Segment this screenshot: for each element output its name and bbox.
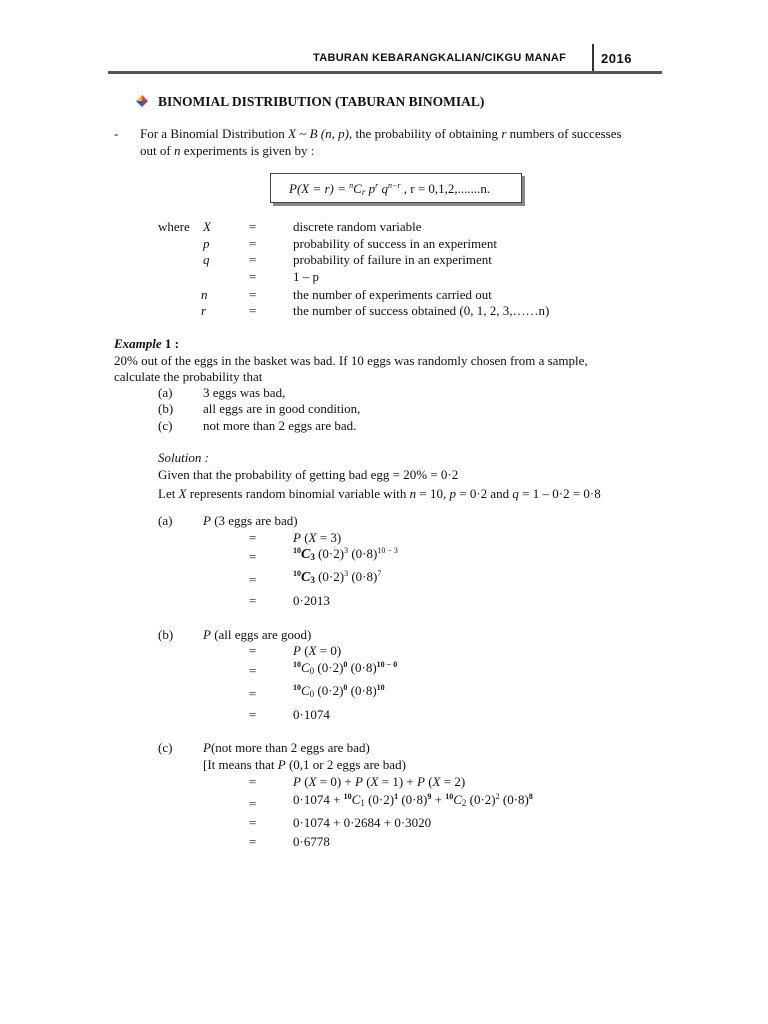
part-b-head: P (all eggs are good) (203, 627, 312, 642)
def-symbol: q (203, 252, 210, 267)
equals-sign: = (249, 643, 257, 658)
equals-sign: = (249, 686, 257, 701)
solution-given: Given that the probability of getting bad egg = 20% = 0·2 (158, 467, 459, 482)
part-label: (a) (158, 385, 173, 400)
def-equals: = (249, 269, 257, 284)
var-b: B (309, 126, 318, 141)
intro-text: For a Binomial Distribution (140, 126, 289, 141)
equals-sign: = (249, 815, 257, 830)
part-c-label: (c) (158, 740, 173, 755)
intro-text: , the probability of obtaining (348, 126, 502, 141)
part-b-step-2: $^{10}C_0$ $(0\cdot 2)^0$ $(0\cdot 8)^{10 - 0}$ (293, 660, 398, 676)
def-symbol: n (201, 287, 208, 302)
part-c-step-3: 0·1074 + 0·2684 + 0·3020 (293, 815, 432, 830)
params: (n, p) (317, 126, 349, 141)
part-a-label: (a) (158, 513, 173, 528)
where-label: where (158, 219, 190, 234)
var-n: n (173, 143, 181, 158)
equals-sign: = (249, 707, 257, 722)
part-b-step-3: $^{10}C_0$ $(0\cdot 2)^0$ $(0\cdot 8)^{10}$ (293, 683, 385, 699)
def-symbol: r (201, 303, 207, 318)
part-a-step-1: P (X = 3) (293, 530, 342, 545)
example-heading (114, 336, 179, 352)
def-text: the number of success obtained (0, 1, 2, 3,……n) (293, 303, 550, 318)
formula-n: n (349, 181, 354, 190)
header-divider (592, 44, 594, 72)
problem-line-2: calculate the probability that (114, 369, 263, 384)
var-x: X (288, 126, 297, 141)
equals-sign: = (249, 663, 257, 678)
intro-line-2 (140, 143, 314, 159)
def-symbol: p (203, 236, 210, 251)
part-text: not more than 2 eggs are bad. (203, 418, 357, 433)
def-symbol: X (203, 219, 211, 234)
header-title: TABURAN KEBARANGKALIAN/CIKGU MANAF (313, 52, 567, 64)
equals-sign: = (249, 796, 257, 811)
solution-label: Solution : (158, 450, 209, 465)
diamond-bullet-icon (135, 94, 149, 108)
def-text: probability of success in an experiment (293, 236, 497, 251)
part-text: all eggs are in good condition, (203, 401, 361, 416)
def-text: the number of experiments carried out (293, 287, 492, 302)
formula-p: p (365, 181, 376, 196)
binomial-formula (289, 181, 490, 197)
part-a-result: 0·2013 (293, 593, 330, 608)
part-b-step-1: P (X = 0) (293, 643, 342, 658)
solution-let: Let X represents random binomial variable with n = 10, p = 0·2 and q = 1 – 0·2 = 0·8 (158, 486, 601, 501)
intro-text: experiments is given by : (180, 143, 315, 158)
part-b-result: 0·1074 (293, 707, 330, 722)
part-c-note: [It means that P (0,1 or 2 eggs are bad) (203, 757, 406, 772)
header-year: 2016 (601, 51, 632, 66)
def-equals: = (249, 236, 257, 251)
equals-sign: = (249, 774, 257, 789)
part-text: 3 eggs was bad, (203, 385, 286, 400)
intro-text: out of (140, 143, 174, 158)
def-equals: = (249, 252, 257, 267)
def-equals: = (249, 287, 257, 302)
equals-sign: = (249, 593, 257, 608)
example-number: 1 : (161, 336, 180, 351)
part-c-step-1: P (X = 0) + P (X = 1) + P (X = 2) (293, 774, 466, 789)
part-b-label: (b) (158, 627, 174, 642)
section-title: BINOMIAL DISTRIBUTION (TABURAN BINOMIAL) (158, 94, 485, 109)
equals-sign: = (249, 834, 257, 849)
formula-r-sup: r (375, 181, 379, 190)
header-rule (108, 71, 662, 74)
part-c-step-2: $0\cdot 1074 + ^{10}C_1$ $(0\cdot 2)^1$ $(0\cdot 8)^9 + ^{10}C_2$ $(0\cdot 2)^2$ $(0\cdot 8)^8$ (293, 792, 533, 808)
intro-line-1 (140, 126, 622, 142)
equals-sign: = (249, 530, 257, 545)
var-r: r (501, 126, 507, 141)
equals-sign: = (249, 549, 257, 564)
example-label: Example (114, 336, 162, 351)
part-a-step-2: $^{10}C_3$ $(0\cdot 2)^3$ $(0\cdot 8)^{10 - 3}$ (293, 546, 398, 562)
equals-sign: = (249, 572, 257, 587)
problem-line-1: 20% out of the eggs in the basket was bad. If 10 eggs was randomly chosen from a sample, (114, 353, 588, 368)
formula-q: q (378, 181, 388, 196)
part-label: (c) (158, 418, 173, 433)
part-c-head: P(not more than 2 eggs are bad) (203, 740, 370, 755)
formula-c: C (353, 181, 362, 196)
part-c-result: 0·6778 (293, 834, 330, 849)
part-label: (b) (158, 401, 174, 416)
formula-nr-sup: n−r (387, 181, 401, 190)
part-a-step-3: $^{10}C_3$ $(0\cdot 2)^3$ $(0\cdot 8)^7$ (293, 569, 382, 585)
def-text: probability of failure in an experiment (293, 252, 492, 267)
formula-range: , r = 0,1,2,.......n. (400, 181, 491, 196)
def-equals: = (249, 219, 257, 234)
intro-text: numbers of successes (506, 126, 622, 141)
part-a-head: P (3 eggs are bad) (203, 513, 298, 528)
intro-bullet: - (114, 126, 119, 141)
def-equals: = (249, 303, 257, 318)
def-text: 1 – p (293, 269, 319, 284)
tilde: ~ (296, 126, 310, 141)
formula-r-sub: r (361, 187, 366, 197)
formula-lhs: P(X = r) = (289, 181, 350, 196)
def-text: discrete random variable (293, 219, 422, 234)
